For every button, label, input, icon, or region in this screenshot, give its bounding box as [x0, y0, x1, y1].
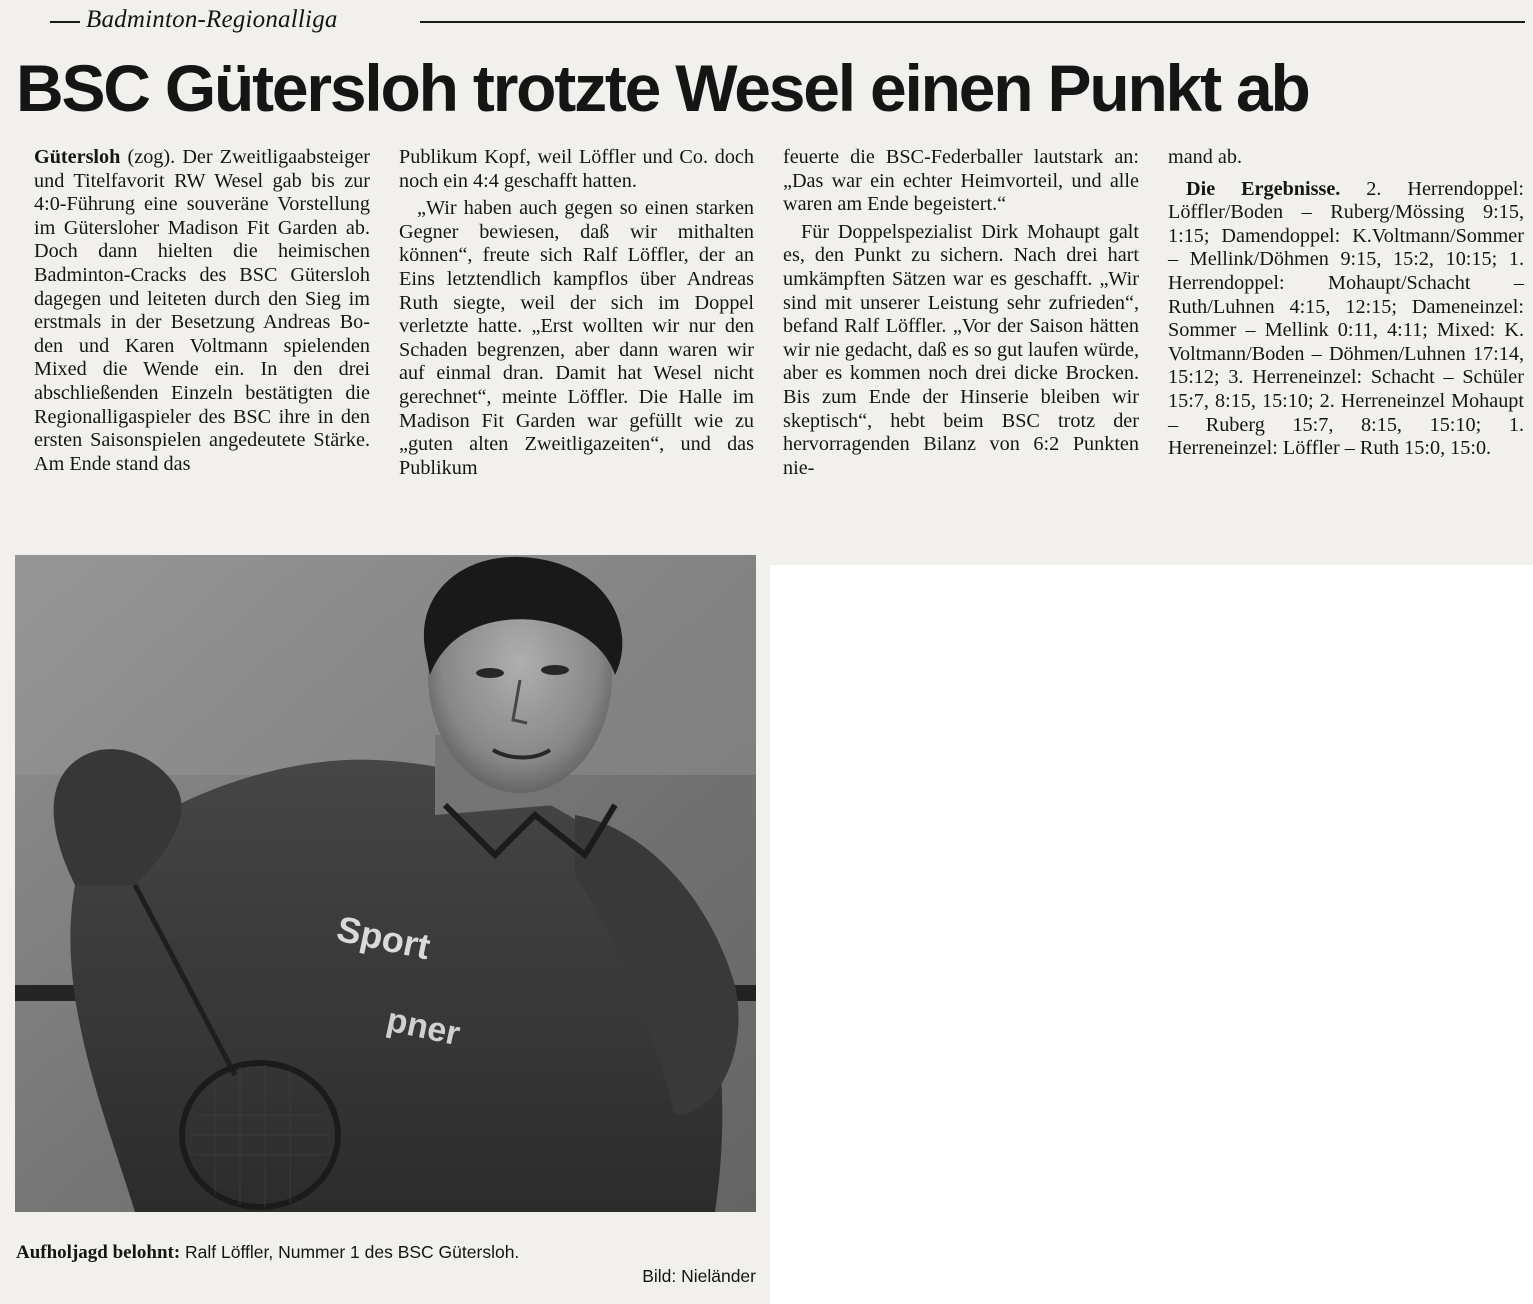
player-photo-illustration [15, 555, 756, 1212]
caption-text: Ralf Löffler, Nummer 1 des BSC Gütersloh. [180, 1242, 520, 1262]
shirt-sponsor-line-3: pner [383, 1000, 464, 1054]
photo-credit: Bild: Nieländer [642, 1266, 756, 1286]
article-column-2 [399, 146, 754, 480]
column-1-text: (zog). Der Zweitligaabsteiger und Titelfavorit RW Wesel gab bis zur 4:0-Führung eine souveräne Vorstellung im Gütersloher Madison Fit Garden ab. Doch dann hielten die heimischen Badminton-Cracks des BSC Gütersloh dagegen und leiteten durch den Sieg im erstmals in der Besetzung Andreas Boden und Karen Voltmann spielenden Mixed die Wende ein. In den drei abschließenden Einzeln bestätigten die Regionalligaspieler des BSC ihre in den ersten Saisonspielen angedeutete Stärke. Am Ende stand das [34, 146, 370, 475]
column-4-paragraph-1: mand ab. [1168, 146, 1242, 168]
player-photo [15, 555, 756, 1212]
article-column-3 [783, 146, 1139, 480]
column-2-paragraph-2: „Wir haben auch gegen so einen starken Gegner bewiesen, daß wir mithalten können“, freute sich Ralf Löffler, der an Eins letztendlich kampflos über Andreas Ruth siegte, weil der sich im Doppel verletzte hatte. „Erst wollten wir nur den Schaden begrenzen, aber dann waren wir auf einmal dran. Damit hat Wesel nicht gerechnet“, meinte Löffler. Die Halle im Madison Fit Garden war gefüllt wie zu „guten alten Zweitligazeiten“, und das Publikum [399, 197, 754, 479]
photo-caption [16, 1240, 756, 1265]
column-3-paragraph-1: feuerte die BSC-Federballer lautstark an: „Das war ein echter Heimvorteil, und alle waren am Ende begeistert.“ [783, 146, 1139, 216]
caption-lead: Aufholjagd belohnt: [16, 1242, 181, 1263]
rubric-rule-left [50, 21, 80, 23]
section-rubric: Badminton-Regionalliga [86, 6, 338, 33]
results-text: 2. Herrendoppel: Löffler/Boden – Ruberg/Mössing 9:15, 1:15; Damendoppel: K.Voltmann/Sommer – Mellink/Döhmen 9:15, 15:2, 10:15; 1. Herrendoppel: Mohaupt/Schacht – Ruth/Luhnen 4:15, 12:15; Dameneinzel: Sommer – Mellink 0:11, 4:11; Mixed: K. Voltmann/Boden – Döhmen/Luhnen 17:14, 15:12; 3. Herreneinzel: Schacht – Schüler 15:7, 8:15, 15:10; 2. Herreneinzel Mohaupt – Ruberg 15:7, 8:15, 15:10; 1. Herreneinzel: Löffler – Ruth 15:0, 15:0. [1168, 177, 1524, 460]
shirt-sponsor-line-1: Sport [333, 907, 434, 968]
results-heading: Die Ergebnisse. [1186, 177, 1341, 200]
article-headline: BSC Gütersloh trotzte Wesel einen Punkt ab [16, 51, 1309, 125]
column-2-paragraph-1: Publikum Kopf, weil Löffler und Co. doch noch ein 4:4 geschafft hatten. [399, 146, 754, 192]
article-column-4 [1168, 146, 1524, 461]
article-column-1 [34, 146, 370, 476]
dateline: Gütersloh [34, 146, 121, 168]
rubric-rule-right [420, 21, 1525, 23]
column-3-paragraph-2: Für Doppelspezialist Dirk Mohaupt galt es, den Punkt zu sichern. Nach drei hart umkämpften Sätzen war es geschafft. „Wir sind mit unserer Leistung sehr zufrieden“, befand Ralf Löffler. „Vor der Saison hätten wir nie gedacht, daß es so gut laufen würde, aber es kommen noch drei dicke Brocken. Bis zum Ende der Hinserie bleiben wir skeptisch“, hebt beim BSC trotz der hervorragenden Bilanz von 6:2 Punkten nie- [783, 220, 1139, 479]
